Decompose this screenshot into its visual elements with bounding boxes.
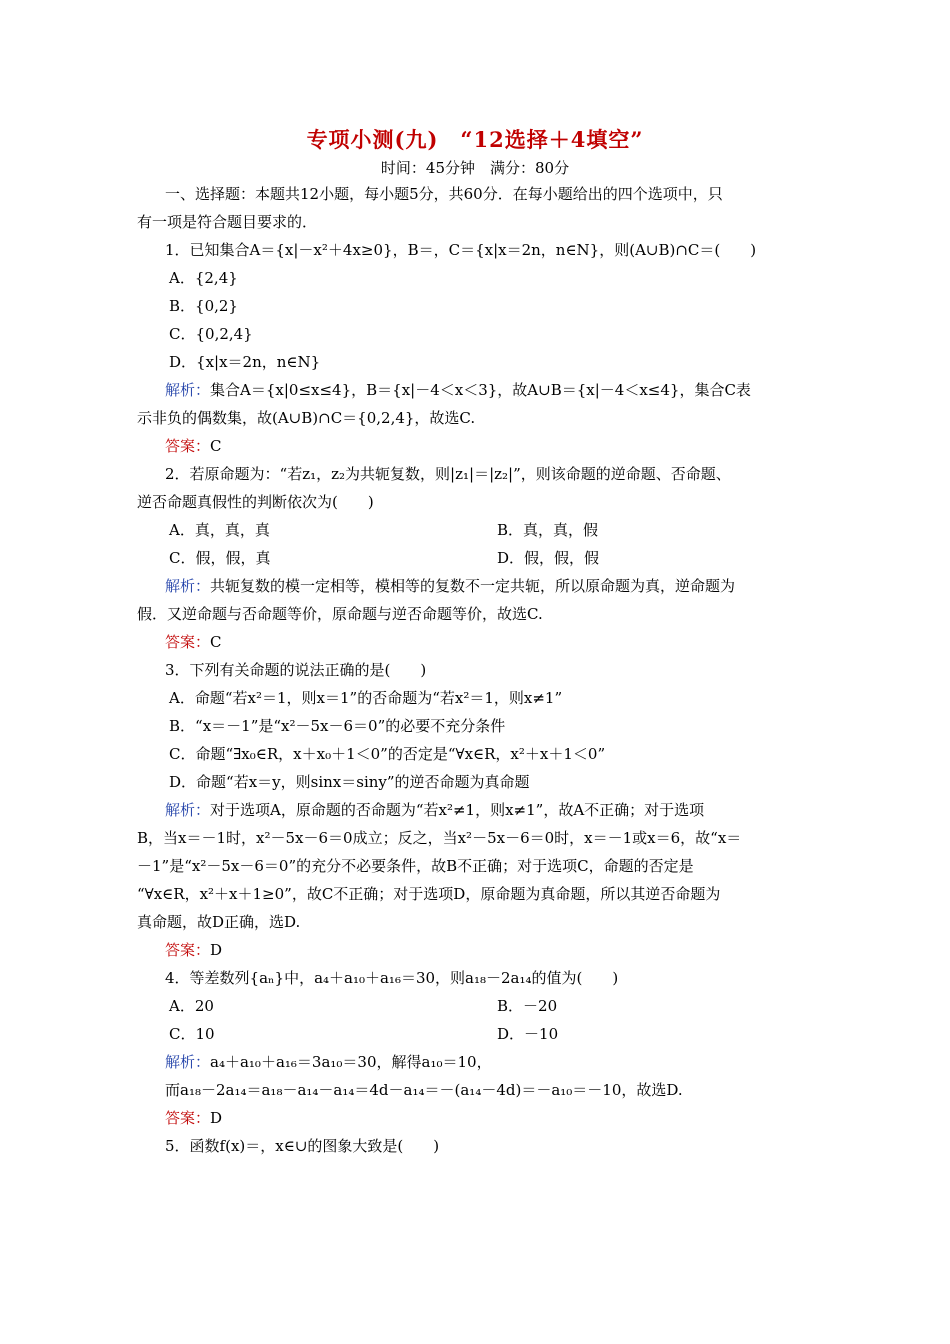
explanation-text: 共轭复数的模一定相等，模相等的复数不一定共轭，所以原命题为真，逆命题为 (210, 577, 736, 595)
answer-value: D (210, 941, 223, 959)
explanation-label: 解析： (165, 381, 211, 399)
question-3-option-c: C．命题“∃x₀∈R，x＋x₀＋1＜0”的否定是“∀x∈R，x²＋x＋1＜0” (169, 745, 606, 763)
question-4-option-a: A．20 (169, 997, 214, 1015)
question-1-option-b: B．{0,2} (169, 297, 238, 315)
question-2-stem: 2．若原命题为：“若z₁，z₂为共轭复数，则|z₁|＝|z₂|”，则该命题的逆命题、否命题、 (165, 465, 731, 483)
question-2-option-a: A．真，真，真 (169, 521, 270, 539)
explanation-text: 集合A＝{x|0≤x≤4}，B＝{x|－4＜x＜3}，故A∪B＝{x|－4＜x≤4}，集合C表 (210, 381, 751, 399)
page-subtitle: 时间：45分钟 满分：80分 (380, 159, 570, 177)
question-1-option-d: D．{x|x＝2n，n∈N} (169, 353, 321, 371)
question-4-explanation (137, 1048, 817, 1076)
question-5-stem: 5．函数f(x)＝，x∈∪的图象大致是( ) (165, 1137, 440, 1155)
answer-value: C (210, 437, 222, 455)
answer-label: 答案： (165, 941, 211, 959)
question-1-option-c: C．{0,2,4} (169, 325, 253, 343)
question-2-option-b: B．真，真，假 (497, 521, 599, 539)
question-1-explanation (137, 376, 817, 404)
explanation-label: 解析： (165, 577, 211, 595)
explanation-label: 解析： (165, 1053, 211, 1071)
question-1-stem: 1．已知集合A＝{x|－x²＋4x≥0}，B＝，C＝{x|x＝2n，n∈N}，则(A∪B)∩C＝( ) (165, 241, 757, 259)
question-3-option-b: B．“x＝－1”是“x²－5x－6＝0”的必要不充分条件 (169, 717, 506, 735)
question-3-explanation-cont-3: “∀x∈R，x²＋x＋1≥0”，故C不正确；对于选项D，原命题为真命题，所以其逆否命题为 (137, 885, 721, 903)
question-2-option-c: C．假，假，真 (169, 549, 271, 567)
question-2-option-d: D．假，假，假 (497, 549, 600, 567)
explanation-text: a₄＋a₁₀＋a₁₆＝3a₁₀＝30，解得a₁₀＝10， (210, 1053, 492, 1071)
answer-label: 答案： (165, 633, 211, 651)
question-4-option-d: D．－10 (497, 1025, 559, 1043)
question-1-answer (137, 432, 817, 460)
section-heading-cont: 有一项是符合题目要求的． (137, 213, 318, 231)
explanation-text: 对于选项A，原命题的否命题为“若x²≠1，则x≠1”，故A不正确；对于选项 (210, 801, 705, 819)
question-1-explanation-cont: 示非负的偶数集，故(A∪B)∩C＝{0,2,4}，故选C. (137, 409, 476, 427)
section-heading: 一、选择题：本题共12小题，每小题5分，共60分．在每小题给出的四个选项中，只 (165, 185, 723, 203)
question-1-option-a: A．{2,4} (169, 269, 238, 287)
question-2-answer (137, 628, 817, 656)
question-4-options-row-1 (137, 992, 817, 1020)
question-3-explanation-cont-2: －1”是“x²－5x－6＝0”的充分不必要条件，故B不正确；对于选项C，命题的否定是 (137, 857, 694, 875)
question-4-stem: 4．等差数列{aₙ}中，a₄＋a₁₀＋a₁₆＝30，则a₁₈－2a₁₄的值为( ) (165, 969, 619, 987)
page-title: 专项小测(九) “12选择＋4填空” (306, 127, 644, 152)
question-3-stem: 3．下列有关命题的说法正确的是( ) (165, 661, 427, 679)
question-3-explanation (137, 796, 817, 824)
document-body (137, 180, 817, 1160)
question-3-explanation-cont-1: B，当x＝－1时，x²－5x－6＝0成立；反之，当x²－5x－6＝0时，x＝－1或x＝6，故“x＝ (137, 829, 742, 847)
question-2-explanation-cont: 假．又逆命题与否命题等价，原命题与逆否命题等价，故选C. (137, 605, 543, 623)
explanation-label: 解析： (165, 801, 211, 819)
answer-value: D (210, 1109, 223, 1127)
question-4-answer (137, 1104, 817, 1132)
question-3-answer (137, 936, 817, 964)
answer-value: C (210, 633, 222, 651)
question-3-explanation-cont-4: 真命题，故D正确，选D. (137, 913, 301, 931)
answer-label: 答案： (165, 1109, 211, 1127)
question-4-explanation-cont: 而a₁₈－2a₁₄＝a₁₈－a₁₄－a₁₄＝4d－a₁₄＝－(a₁₄－4d)＝－a₁₀＝－10，故选D. (165, 1081, 683, 1099)
answer-label: 答案： (165, 437, 211, 455)
question-3-option-d: D．命题“若x＝y，则sinx＝siny”的逆否命题为真命题 (169, 773, 530, 791)
question-4-option-c: C．10 (169, 1025, 215, 1043)
question-2-stem-cont: 逆否命题真假性的判断依次为( ) (137, 493, 374, 511)
question-4-option-b: B．－20 (497, 997, 558, 1015)
question-2-options-row-1 (137, 516, 817, 544)
question-4-options-row-2 (137, 1020, 817, 1048)
question-3-option-a: A．命题“若x²＝1，则x＝1”的否命题为“若x²＝1，则x≠1” (169, 689, 563, 707)
question-2-explanation (137, 572, 817, 600)
question-2-options-row-2 (137, 544, 817, 572)
